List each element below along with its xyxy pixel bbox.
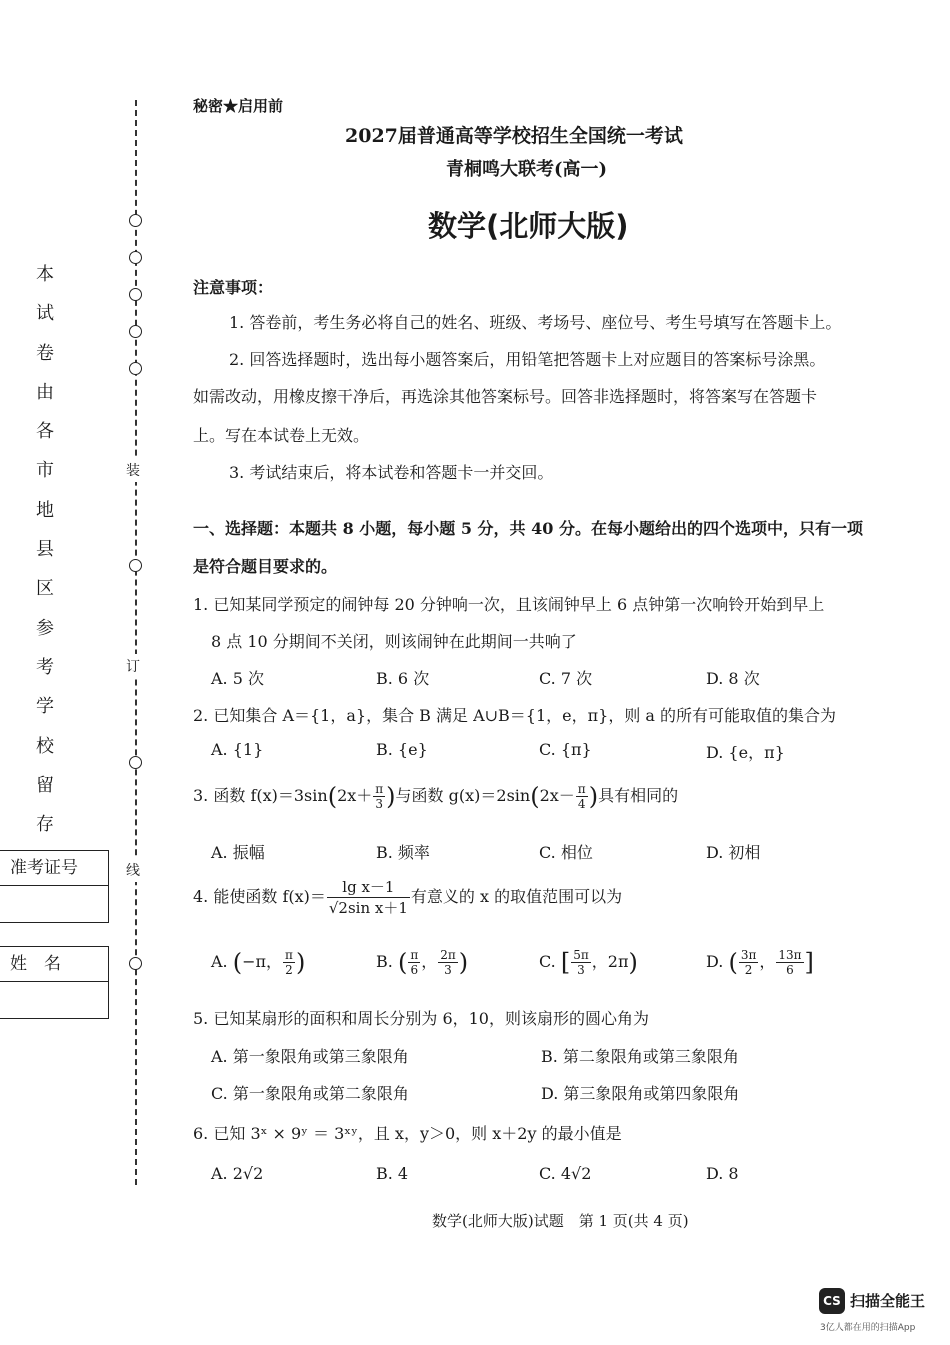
q6-option-a: A. 2√2 (211, 1164, 264, 1183)
q2-option-d: D. {e，π} (706, 743, 785, 762)
q2-option-c: C. {π} (539, 740, 592, 759)
notes-title: 注意事项： (193, 278, 274, 297)
q3-option-a: A. 振幅 (211, 843, 265, 862)
notes-item-3: 3. 考试结束后，将本试卷和答题卡一并交回。 (229, 463, 554, 482)
q5-option-c: C. 第一象限角或第二象限角 (211, 1084, 409, 1103)
binding-hole (129, 325, 142, 338)
question-6-stem: 6. 已知 3ˣ × 9ʸ ＝ 3ˣʸ，且 x，y＞0，则 x＋2y 的最小值是 (193, 1124, 622, 1143)
notes-item-1: 1. 答卷前，考生务必将自己的姓名、班级、考场号、座位号、考生号填写在答题卡上。 (229, 313, 842, 332)
binding-char-ding: 订 (126, 654, 140, 678)
binding-hole (129, 362, 142, 375)
q3-frac-pi-3: $\frac{\pi}{3}$ (375, 782, 384, 811)
q6-option-b: B. 4 (376, 1164, 409, 1183)
q4-option-b: B. ( $\frac{\pi}{6}$ ， $\frac{2\pi}{3}$ ) (376, 948, 469, 977)
section-heading-cont: 是符合题目要求的。 (193, 557, 338, 576)
q3-option-c: C. 相位 (539, 843, 593, 862)
q1-option-d: D. 8 次 (706, 669, 760, 688)
binding-hole (129, 251, 142, 264)
q5-option-b: B. 第二象限角或第三象限角 (541, 1047, 739, 1066)
q6-option-d: D. 8 (706, 1164, 739, 1183)
watermark-tagline: 3亿人都在用的扫描App (820, 1323, 916, 1333)
q4-option-d: D. ( $\frac{3\pi}{2}$ ， $\frac{13\pi}{6}$ ] (706, 948, 814, 977)
name-box (0, 946, 109, 1019)
secret-mark: 秘密★启用前 (193, 97, 284, 115)
q3-text-pre: 3. 函数 f(x)＝3sin (193, 786, 328, 805)
exam-id-field[interactable] (0, 886, 108, 922)
q4-text-post: 有意义的 x 的取值范围可以为 (410, 887, 623, 906)
subject-title: 数学(北师大版) (428, 209, 629, 243)
q5-option-a: A. 第一象限角或第三象限角 (211, 1047, 409, 1066)
page-footer: 数学(北师大版)试题 第 1 页(共 4 页) (432, 1212, 689, 1230)
exam-id-box (0, 850, 109, 923)
exam-title: 2027届普通高等学校招生全国统一考试 (345, 125, 683, 147)
q1-option-a: A. 5 次 (211, 669, 264, 688)
q6-option-c: C. 4√2 (539, 1164, 592, 1183)
notes-item-2-end: 上。写在本试卷上无效。 (193, 426, 370, 445)
name-field[interactable] (0, 982, 108, 1018)
q3-arg1: 2x＋ (337, 786, 373, 805)
q3-option-d: D. 初相 (706, 843, 761, 862)
name-label: 姓 名 (0, 947, 108, 982)
question-1-stem-cont: 8 点 10 分期间不关闭，则该闹钟在此期间一共响了 (211, 632, 577, 651)
q4-function-fraction: $\frac{\text{lg x－1}}{\text{√2sin x＋1}}$ (328, 878, 408, 917)
binding-hole (129, 214, 142, 227)
binding-hole (129, 756, 142, 769)
q4-option-c: C. [ $\frac{5\pi}{3}$ ，2π) (539, 948, 638, 977)
q1-option-b: B. 6 次 (376, 669, 430, 688)
binding-char-xian: 线 (126, 858, 140, 882)
q3-arg2: 2x－ (539, 786, 575, 805)
binding-hole (129, 957, 142, 970)
notes-item-2: 2. 回答选择题时，选出每小题答案后，用铅笔把答题卡上对应题目的答案标号涂黑。 (229, 350, 826, 369)
question-5-stem: 5. 已知某扇形的面积和周长分别为 6，10，则该扇形的圆心角为 (193, 1009, 649, 1028)
notes-item-2-cont: 如需改动，用橡皮擦干净后，再选涂其他答案标号。回答非选择题时，将答案写在答题卡 (193, 387, 818, 406)
binding-hole (129, 288, 142, 301)
q4-text-pre: 4. 能使函数 f(x)＝ (193, 887, 326, 906)
vertical-retention-note: 本试卷由各市地县区参考学校留存 (36, 264, 54, 836)
binding-char-zhuang: 装 (126, 458, 140, 482)
q3-frac-pi-4: $\frac{\pi}{4}$ (577, 782, 586, 811)
question-4-stem (193, 877, 622, 918)
q5-option-d: D. 第三象限角或第四象限角 (541, 1084, 740, 1103)
q2-option-b: B. {e} (376, 740, 428, 759)
question-3-stem: 3. 函数 f(x)＝3sin(2x＋ $\frac{\pi}{3}$ )与函数 g(x)＝2sin(2x－ $\frac{\pi}{4}$ )具有相同的 (193, 782, 679, 811)
section-heading: 一、选择题：本题共 8 小题，每小题 5 分，共 40 分。在每小题给出的四个选项中，只有一项 (193, 519, 863, 538)
watermark-name: 扫描全能王 (850, 1292, 926, 1310)
q1-option-c: C. 7 次 (539, 669, 593, 688)
question-1-stem: 1. 已知某同学预定的闹钟每 20 分钟响一次，且该闹钟早上 6 点钟第一次响铃开始到早上 (193, 595, 825, 614)
q2-option-a: A. {1} (211, 740, 264, 759)
question-2-stem: 2. 已知集合 A＝{1，a}，集合 B 满足 A∪B＝{1，e，π}，则 a 的所有可能取值的集合为 (193, 706, 837, 725)
q4-option-a: A. (−π， $\frac{\pi}{2}$ ) (211, 948, 306, 977)
q3-option-b: B. 频率 (376, 843, 430, 862)
binding-hole (129, 559, 142, 572)
q3-text-post: 具有相同的 (598, 786, 679, 805)
q3-text-mid: 与函数 g(x)＝2sin (395, 786, 531, 805)
exam-subtitle: 青桐鸣大联考(高一) (446, 159, 608, 180)
exam-id-label: 准考证号 (0, 851, 108, 886)
camscanner-logo-icon: CS (819, 1288, 845, 1314)
